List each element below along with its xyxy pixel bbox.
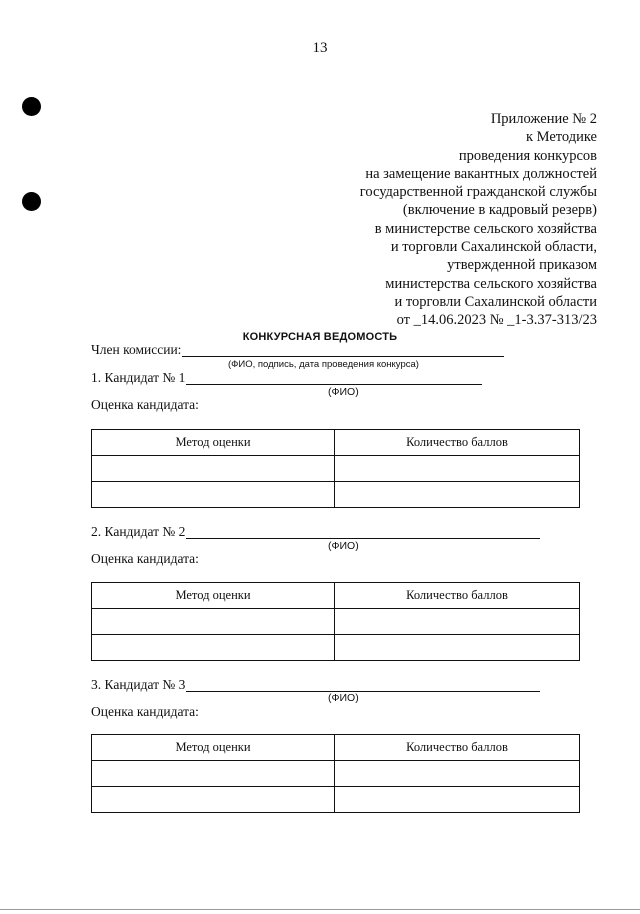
page-number: 13 [312,40,328,56]
punch-hole-bottom [22,192,41,211]
candidate-3-score-table [91,734,580,813]
candidate-1-name-line[interactable] [186,384,482,385]
punch-hole-top [22,97,41,116]
appendix-line: государственной гражданской службы [359,184,597,201]
candidate-3-label: 3. Кандидат № 3 [91,677,186,692]
appendix-line: утвержденной приказом [447,257,597,274]
candidate-1-score-table [91,429,580,508]
candidate-2-assessment-label: Оценка кандидата: [91,551,199,566]
method-cell[interactable] [92,482,335,508]
column-header-method: Метод оценки [92,430,335,456]
column-header-points: Количество баллов [335,583,580,609]
appendix-line: на замещение вакантных должностей [365,165,597,182]
appendix-line: и торговли Сахалинской области, [390,239,597,256]
candidate-3-name-line[interactable] [186,691,540,692]
candidate-1-label: 1. Кандидат № 1 [91,370,186,385]
appendix-line: (включение в кадровый резерв) [402,202,597,219]
candidate-2-label: 2. Кандидат № 2 [91,524,186,539]
column-header-points: Количество баллов [335,735,580,761]
method-cell[interactable] [92,609,335,635]
appendix-line: министерства сельского хозяйства [385,275,597,292]
points-cell[interactable] [335,787,580,813]
column-header-method: Метод оценки [92,583,335,609]
member-label: Член комиссии: [91,342,182,357]
points-cell[interactable] [335,761,580,787]
document-title: КОНКУРСНАЯ ВЕДОМОСТЬ [242,331,398,343]
column-header-method: Метод оценки [92,735,335,761]
method-cell[interactable] [92,635,335,661]
page-bottom-edge [0,909,640,910]
candidate-1-caption: (ФИО) [328,386,359,398]
candidate-3-assessment-label: Оценка кандидата: [91,704,199,719]
points-cell[interactable] [335,482,580,508]
candidate-2-caption: (ФИО) [328,540,359,552]
appendix-line: от _14.06.2023 № _1-3.37-313/23 [396,312,597,329]
candidate-1-assessment-label: Оценка кандидата: [91,397,199,412]
column-header-points: Количество баллов [335,430,580,456]
points-cell[interactable] [335,609,580,635]
candidate-3-caption: (ФИО) [328,692,359,704]
method-cell[interactable] [92,761,335,787]
appendix-line: проведения конкурсов [458,147,597,164]
member-signature-line[interactable] [182,356,504,357]
appendix-line: в министерстве сельского хозяйства [374,220,597,237]
member-caption: (ФИО, подпись, дата проведения конкурса) [228,359,419,370]
candidate-2-name-line[interactable] [186,538,540,539]
method-cell[interactable] [92,787,335,813]
points-cell[interactable] [335,456,580,482]
candidate-2-score-table [91,582,580,661]
appendix-header [360,110,597,330]
method-cell[interactable] [92,456,335,482]
appendix-line: и торговли Сахалинской области [394,293,597,310]
appendix-line: Приложение № 2 [490,111,597,127]
points-cell[interactable] [335,635,580,661]
appendix-line: к Методике [525,129,597,146]
